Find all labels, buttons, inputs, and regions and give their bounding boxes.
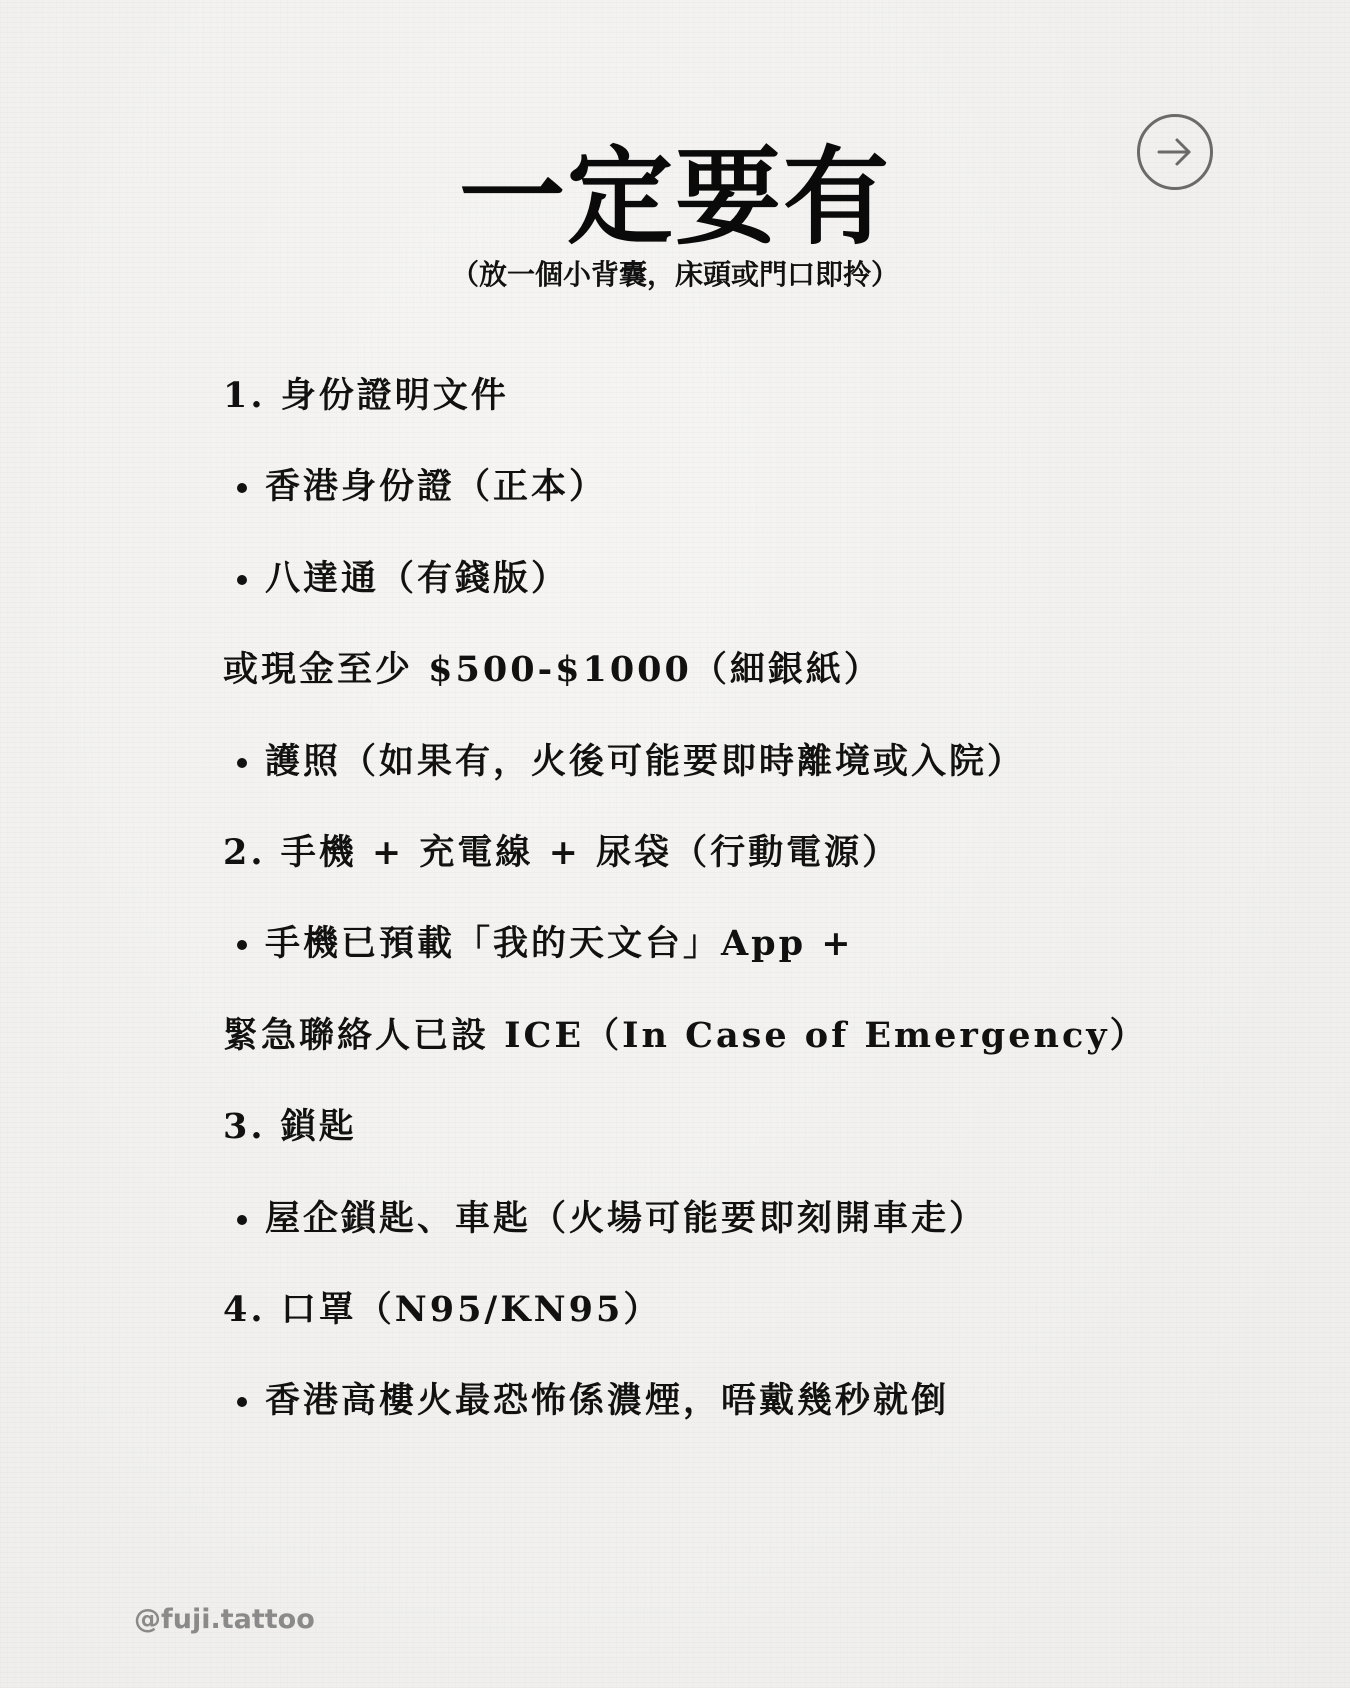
list-item-text: 香港身份證（正本） — [265, 466, 608, 508]
list-item-text: 或現金至少 $500-$1000（細銀紙） — [223, 649, 882, 691]
list-item-smoke-warning — [223, 1373, 1283, 1464]
list-item-text: 緊急聯絡人已設 ICE（In Case of Emergency） — [223, 1014, 1148, 1056]
list-item-text: 3. 鎖匙 — [223, 1106, 357, 1148]
bullet-icon — [237, 1215, 247, 1225]
section-heading-phone — [223, 825, 1283, 916]
bullet-icon — [237, 575, 247, 585]
list-item-passport — [223, 734, 1283, 825]
account-handle: @fuji.tattoo — [134, 1604, 315, 1635]
list-item-text: 2. 手機 + 充電線 + 尿袋（行動電源） — [223, 831, 901, 873]
bullet-icon — [237, 940, 247, 950]
list-item-text: 八達通（有錢版） — [265, 557, 570, 599]
section-heading-keys — [223, 1099, 1283, 1190]
bullet-icon — [237, 483, 247, 493]
list-item-hkid — [223, 459, 1283, 550]
checklist — [223, 368, 1283, 1465]
list-item-observatory-app — [223, 916, 1283, 1007]
section-heading-mask — [223, 1282, 1283, 1373]
page-title: 一定要有 — [459, 136, 891, 259]
list-item-text: 香港高樓火最恐怖係濃煙，唔戴幾秒就倒 — [265, 1380, 950, 1422]
list-item-text: 手機已預載「我的天文台」App + — [265, 923, 854, 965]
list-item-text: 1. 身份證明文件 — [223, 375, 509, 416]
list-item-home-car-keys — [223, 1191, 1283, 1282]
list-item-ice-contact — [223, 1008, 1283, 1099]
list-item-text: 屋企鎖匙、車匙（火場可能要即刻開車走） — [265, 1197, 988, 1239]
list-item-octopus — [223, 551, 1283, 642]
list-item-cash — [223, 642, 1283, 733]
list-item-text: 4. 口罩（N95/KN95） — [223, 1288, 662, 1330]
bullet-icon — [237, 758, 247, 768]
page-subtitle: （放一個小背囊，床頭或門口即拎） — [450, 258, 899, 291]
section-heading-id-documents — [223, 368, 1283, 459]
bullet-icon — [237, 1397, 247, 1407]
list-item-text: 護照（如果有，火後可能要即時離境或入院） — [265, 740, 1026, 782]
